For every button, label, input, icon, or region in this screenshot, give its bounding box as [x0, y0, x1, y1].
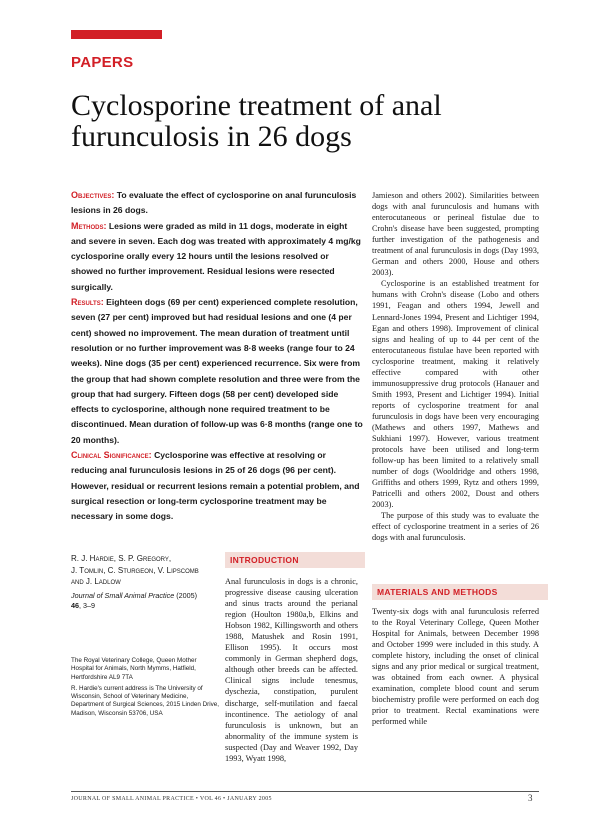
affiliations [71, 657, 221, 721]
footer-divider [71, 791, 539, 792]
introduction-heading: INTRODUCTION [225, 552, 365, 568]
introduction-paragraph: Cyclosporine is an established treatment for humans with Crohn's disease (Lobo and others 1991, Feagan and others 1994, Jewell and Lennard-Jones 1994, Present and Lichtiger 1994, Egan and others 1998). Improvement of clinical signs and healing of up to 44 per cent of the enterocutaneous fistulae have been reported with cyclosporine treatment, making it relatively effective compared with other immunosuppressive drug protocols (Hanauer and Smith 1993, Present and Lichtiger 1994). Initial reports of cyclosporine treatment for anal furunculosis in dogs have been very encouraging (Mathews and others 1997, Mathews and Sukhiani 1997). However, various treatment protocols have been utilised and long-term follow-up has been limited to a relatively small number of dogs (Wooldridge and others 1998, Griffiths and others 1999, Rytz and others 1999, Patricelli and others 2002, Doust and others 2003). [372, 279, 539, 510]
journal-citation [71, 591, 221, 611]
page-number: 3 [528, 793, 533, 803]
significance-label: Clinical Significance: [71, 450, 152, 461]
article-title: Cyclosporine treatment of anal furunculosis in 26 dogs [71, 89, 442, 153]
author-line: and J. Ladlow [71, 577, 121, 586]
methods-paragraph: Twenty-six dogs with anal furunculosis referred to the Royal Veterinary College, Queen Mother Hospital for Animals, between December 1998 and October 1999 were included in this study. A complete history, including the onset of clinical signs and any prior medical or surgical treatment, was obtained from each owner. A physical examination, complete blood count and serum biochemistry profile were performed on each dog prior to treatment. Rectal examinations were performed while [372, 607, 539, 727]
author-line: J. Tomlin, C. Sturgeon, V. Lipscomb [71, 565, 199, 575]
methods-heading: MATERIALS AND METHODS [372, 584, 548, 600]
abstract-objectives [71, 188, 363, 219]
significance-text: Cyclosporine was effective at resolving or reducing anal furunculosis lesions in 25 of 26 dogs (96 per cent). However, residual or recurrent lesions remain a potential problem, and surgical resection or long-term cyclosporine treatment may be necessary in some dogs. [71, 450, 360, 522]
section-color-bar [71, 30, 162, 39]
results-text: Eighteen dogs (69 per cent) experienced complete resolution, seven (27 per cent) improved but had residual lesions and one (4 per cent) showed no improvement. The mean duration of treatment until resolution or no further improvement was 8·8 weeks (range four to 24 weeks). Nine dogs (35 per cent) experienced recurrence. Six were from the group that had shown complete resolution and three were from the group that had surgery. Fifteen dogs (58 per cent) developed side effects to cyclosporine, although none required treatment to be discontinued. Mean duration of follow-up was 6·8 months (range one to 20 months). [71, 297, 363, 445]
objectives-label: Objectives: [71, 190, 115, 200]
introduction-paragraph: The purpose of this study was to evaluate the effect of cyclosporine treatment in a series of 26 dogs with anal furunculosis. [372, 511, 539, 543]
author-line: R. J. Hardie, S. P. Gregory, [71, 554, 172, 563]
abstract-methods [71, 219, 363, 295]
methods-label: Methods: [71, 220, 107, 231]
journal-volume: 46 [71, 601, 79, 610]
abstract-results [71, 295, 363, 448]
journal-pages: , 3–9 [79, 601, 95, 610]
introduction-column [225, 576, 358, 764]
objectives-text: To evaluate the effect of cyclosporine on anal furunculosis lesions in 26 dogs. [71, 190, 357, 216]
running-footer: JOURNAL OF SMALL ANIMAL PRACTICE • VOL 46 • JANUARY 2005 [71, 796, 272, 802]
right-column [372, 190, 539, 544]
methods-column [372, 606, 539, 728]
author-list [71, 553, 221, 588]
journal-year: (2005) [176, 591, 197, 600]
introduction-paragraph: Anal furunculosis in dogs is a chronic, progressive disease causing ulceration and sinus tracts around the perianal region (Houlton 1980a,b, Elkins and Hobson 1982, Killingsworth and others 1988, Matushek and Rosin 1991, Ellison 1995). It occurs most commonly in German shepherd dogs, although other breeds can be affected. Clinical signs include tenesmus, dyschezia, constipation, purulent discharge, self-mutilation and faecal incontinence. The aetiology of anal furunculosis is unknown, but an abnormality of the immune system is suspected (Day and Weaver 1992, Day 1993, Wyatt 1998, [225, 577, 358, 763]
affiliation-current: R. Hardie's current address is The University of Wisconsin, School of Veterinary Medicine, Department of Surgical Sciences, 2015 Linden Drive, Madison, Wisconsin 53706, USA [71, 684, 220, 717]
results-label: Results: [71, 297, 104, 308]
introduction-paragraph-continued: Jamieson and others 2002). Similarities between dogs with anal furunculosis and humans with enterocutaneous or perineal fistulae due to Crohn's disease have been suggested, prompting further investigation of the pathogenesis and treatment of anal furunculosis in dogs (Day 1993, German and others 2000, House and others 2003). [372, 191, 539, 278]
methods-text: Lesions were graded as mild in 11 dogs, moderate in eight and severe in seven. Each dog was treated with approximately 4 mg/kg cyclosporine orally every 12 hours until the lesions resolved or showed no further improvement. Residual lesions were resected surgically. [71, 220, 361, 292]
section-label: PAPERS [71, 54, 134, 71]
abstract [71, 188, 363, 525]
affiliation-primary: The Royal Veterinary College, Queen Mother Hospital for Animals, North Mymms, Hatfield, Hertfordshire AL9 7TA [71, 657, 197, 681]
abstract-significance [71, 448, 363, 524]
journal-name: Journal of Small Animal Practice [71, 591, 175, 600]
